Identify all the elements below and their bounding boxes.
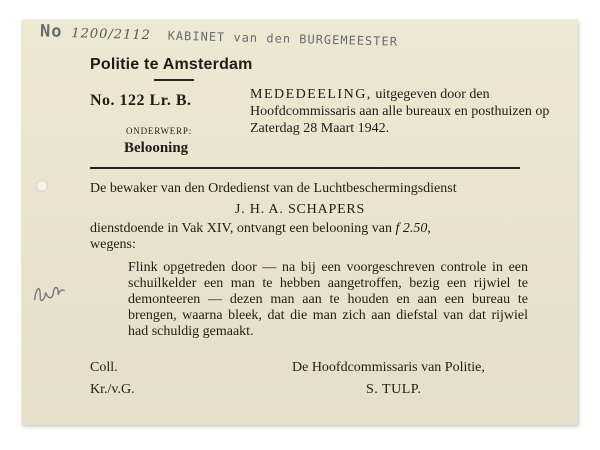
page-title: Politie te Amsterdam [90,56,253,73]
notice-description [250,86,550,137]
notice-number: No. 122 Lr. B. [90,92,192,109]
service-post: , [427,221,431,236]
coll-label: Coll. [90,360,118,375]
signatory-title: De Hoofdcommissaris van Politie, [292,360,485,375]
reason-text: Flink opgetreden door — na bij een voorgeschreven controle in een schuilkelder een man te hebben aangetroffen, bezig een rijwiel te demonteeren — dezen man aan te houden en aan een bureau te brengen, waarna bleek, dat die man zich aan diefstal van dat rijwiel had schuldig gemaakt. [128,260,528,339]
title-underline [154,79,194,81]
intro-text: De bewaker van den Ordedienst van de Luchtbeschermingsdienst [90,181,457,196]
office-stamp [40,21,398,50]
notice-rest: uitgegeven door den Hoofdcommissaris aan alle bureaux en posthuizen op Zaterdag 28 Maart 1942. [250,87,550,136]
handwritten-number: 1200/2112 [71,26,152,44]
subject: Belooning [124,140,189,156]
because-label: wegens: [90,237,136,252]
service-line [90,220,540,237]
awardee-name: J. H. A. SCHAPERS [234,202,366,217]
kr-label: Kr./v.G. [90,382,135,397]
stamp-number-label: No [39,21,63,42]
punch-hole [36,180,48,192]
signatory-name: S. TULP. [366,382,422,397]
notice-head: MEDEDEELING, [250,87,372,102]
service-pre: dienstdoende in Vak XIV, ontvangt een belooning van [90,221,396,236]
divider [90,167,520,169]
handwritten-initials [30,280,67,310]
award-amount: f 2.50 [395,221,428,236]
stamp-office: KABINET van den BURGEMEESTER [167,28,399,49]
notice-card [22,20,578,425]
subject-label: ONDERWERP: [126,126,193,136]
